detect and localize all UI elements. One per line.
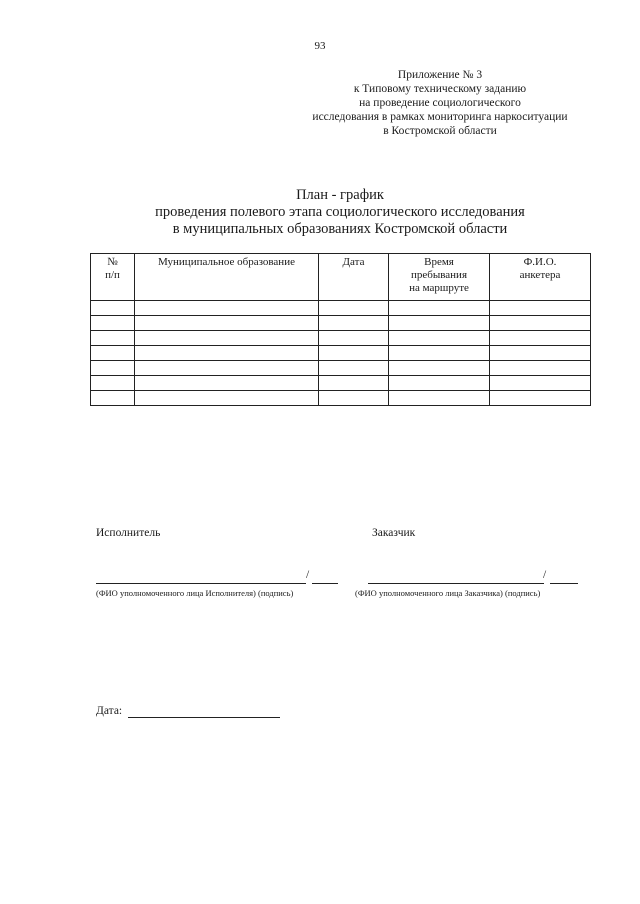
table-cell[interactable] — [389, 316, 490, 331]
table-row — [91, 316, 591, 331]
appendix-line: в Костромской области — [383, 125, 497, 137]
header-date — [319, 254, 389, 301]
appendix-line: исследования в рамках мониторинга наркоситуации — [312, 111, 568, 123]
appendix-line: к Типовому техническому заданию — [353, 83, 527, 95]
header-text: Ф.И.О. — [523, 256, 557, 268]
date-label: Дата: — [96, 705, 123, 717]
header-text: № — [107, 256, 118, 268]
table-cell[interactable] — [490, 316, 591, 331]
header-municipality — [135, 254, 319, 301]
slash: / — [543, 569, 547, 581]
header-text: Дата — [342, 256, 365, 268]
appendix-block — [290, 68, 590, 138]
schedule-table — [90, 253, 591, 406]
table-row — [91, 376, 591, 391]
header-text: Муниципальное образование — [158, 256, 295, 268]
table-cell[interactable] — [135, 376, 319, 391]
table-cell[interactable] — [319, 391, 389, 406]
table-cell[interactable] — [319, 361, 389, 376]
table-cell[interactable] — [91, 361, 135, 376]
header-time — [389, 254, 490, 301]
table-cell[interactable] — [135, 331, 319, 346]
customer-label: Заказчик — [372, 527, 416, 539]
table-cell[interactable] — [389, 391, 490, 406]
table-cell[interactable] — [135, 346, 319, 361]
table-cell[interactable] — [91, 391, 135, 406]
appendix-line: Приложение № 3 — [397, 69, 483, 81]
table-body — [91, 301, 591, 406]
table-cell[interactable] — [319, 331, 389, 346]
table-cell[interactable] — [319, 316, 389, 331]
title-line: в муниципальных образованиях Костромской области — [172, 221, 508, 237]
header-text: пребывания — [410, 269, 468, 281]
table-cell[interactable] — [490, 331, 591, 346]
table-cell[interactable] — [490, 391, 591, 406]
table-row — [91, 346, 591, 361]
table-cell[interactable] — [91, 316, 135, 331]
table-cell[interactable] — [490, 346, 591, 361]
table-cell[interactable] — [135, 361, 319, 376]
date-line[interactable] — [128, 717, 280, 718]
header-text: Время — [424, 256, 454, 268]
table-cell[interactable] — [389, 361, 490, 376]
header-text: п/п — [105, 269, 120, 281]
table-row — [91, 301, 591, 316]
table-cell[interactable] — [135, 301, 319, 316]
table-cell[interactable] — [319, 301, 389, 316]
header-text: анкетера — [519, 269, 561, 281]
table-cell[interactable] — [91, 346, 135, 361]
table-cell[interactable] — [490, 361, 591, 376]
performer-name-line[interactable] — [96, 583, 306, 584]
customer-signature-line[interactable] — [550, 583, 578, 584]
title-line: проведения полевого этапа социологического исследования — [155, 204, 525, 220]
table-cell[interactable] — [135, 316, 319, 331]
header-interviewer — [490, 254, 591, 301]
performer-signature-line[interactable] — [312, 583, 338, 584]
table-cell[interactable] — [135, 391, 319, 406]
slash: / — [306, 569, 310, 581]
table-row — [91, 331, 591, 346]
appendix-line: на проведение социологического — [359, 97, 521, 109]
header-text: на маршруте — [409, 282, 469, 294]
title-line: План - график — [296, 187, 384, 203]
table-row — [91, 361, 591, 376]
table-cell[interactable] — [389, 331, 490, 346]
page-number: 93 — [314, 40, 326, 52]
table-cell[interactable] — [319, 376, 389, 391]
document-title — [60, 187, 620, 238]
table-header-row — [91, 254, 591, 301]
table-cell[interactable] — [490, 376, 591, 391]
table-cell[interactable] — [91, 376, 135, 391]
performer-caption: (ФИО уполномоченного лица Исполнителя) (подпись) — [96, 588, 294, 598]
table-cell[interactable] — [490, 301, 591, 316]
table-cell[interactable] — [319, 346, 389, 361]
customer-name-line[interactable] — [368, 583, 544, 584]
customer-caption: (ФИО уполномоченного лица Заказчика) (подпись) — [355, 588, 541, 598]
performer-label: Исполнитель — [96, 527, 161, 539]
table-cell[interactable] — [91, 331, 135, 346]
table-row — [91, 391, 591, 406]
header-number — [91, 254, 135, 301]
table-cell[interactable] — [91, 301, 135, 316]
table-cell[interactable] — [389, 301, 490, 316]
table-cell[interactable] — [389, 376, 490, 391]
table-cell[interactable] — [389, 346, 490, 361]
